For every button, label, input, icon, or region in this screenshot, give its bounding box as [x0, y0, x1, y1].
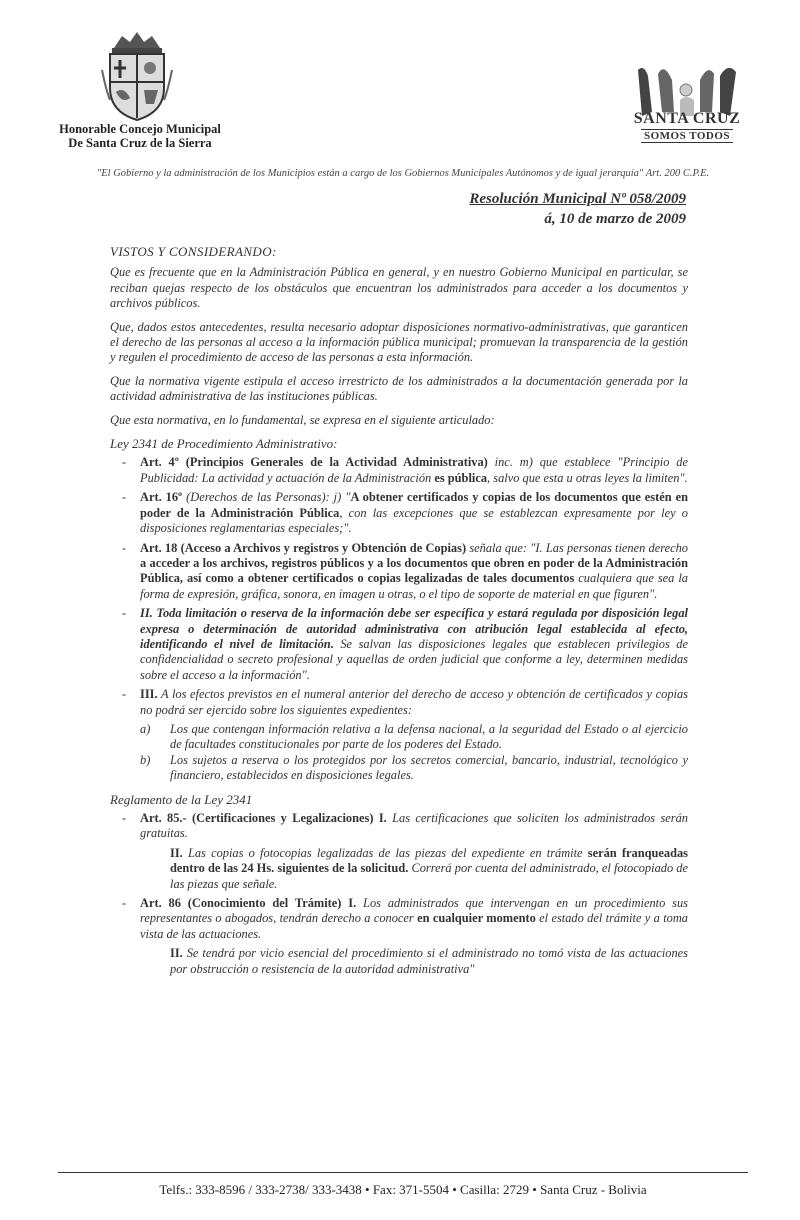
constitution-quote: "El Gobierno y la administración de los Municipios están a cargo de los Gobiernos Municipales Autónomos y de igual jerarquía" Art. 200 C.P.E.: [96, 168, 710, 179]
article-18: - Art. 18 (Acceso a Archivos y registros y Obtención de Copias) señala que: "I. Las personas tienen derecho a acceder a los archivos, registros públicos y a los documentos que obren en poder de la Administración Pública, así como a obtener certificados o copias legalizadas de tales documentos cualquiera que sea la forma de expresión, gráfica, sonora, en imagen u otras, o el tipo de soporte de material en que figuren".: [122, 540, 688, 601]
paragraph: Que es frecuente que en la Administración Pública en general, y en nuestro Gobierno Municipal en particular, se reciban quejas respecto de los obstáculos que encuentran los administrados para acceder a los documentos y archivos públicos.: [110, 265, 688, 311]
article-4: - Art. 4º (Principios Generales de la Actividad Administrativa) inc. m) que establece "Principio de Publicidad: La actividad y actuación de la Administración es pública, salvo que esta u otras leyes la limiten".: [122, 455, 688, 485]
resolution-date: á, 10 de marzo de 2009: [544, 211, 686, 227]
paragraph: Que, dados estos antecedentes, resulta necesario adoptar disposiciones normativo-administrativas, que garanticen el derecho de las personas al acceso a la información pública municipal; promuevan la transparencia de la gestión y regulen el procedimiento de acceso de las personas a esta información.: [110, 319, 688, 365]
paragraph: Que la normativa vigente estipula el acceso irrestricto de los administrados a la documentación generada por la actividad administrativa de las instituciones públicas.: [110, 373, 688, 404]
list-item: a) Los que contengan información relativa a la defensa nacional, a la seguridad del Estado o al ejercicio de facultades constitucionales por parte de los poderes del Estado.: [140, 721, 688, 752]
org-name-line2: De Santa Cruz de la Sierra: [68, 136, 212, 150]
article-18-ii: - II. Toda limitación o reserva de la información debe ser específica y estará regulada por disposición legal expresa o determinación de autoridad administrativa con atribución legal establecida al efecto, identificando el nivel de limitación. Se salvan las disposiciones legales que establecen privilegios de confidencialidad o secreto profesional y aquellas de orden judicial que conforme a ley, determinen medidas sobre el acceso a la información".: [122, 606, 689, 682]
footer-divider: [58, 1172, 748, 1173]
coat-of-arms-icon: [100, 30, 174, 122]
paragraph: Que esta normativa, en lo fundamental, se expresa en el siguiente articulado:: [110, 412, 495, 427]
article-18-iii: - III. A los efectos previstos en el numeral anterior del derecho de acceso y obtención de certificados y copias no podrá ser ejercido sobre los siguientes expedientes:: [122, 687, 688, 717]
law-title: Ley 2341 de Procedimiento Administrativo:: [110, 436, 338, 452]
brand-slogan: SOMOS TODOS: [628, 130, 746, 142]
article-86-ii: II. Se tendrá por vicio esencial del procedimiento si el administrado no tomó vista de las actuaciones por obstrucción o resistencia de la autoridad administrativa": [170, 946, 688, 976]
article-86: - Art. 86 (Conocimiento del Trámite) I. Los administrados que intervengan en un procedimiento sus representantes o abogados, tendrán derecho a conocer en cualquier momento el estado del trámite y a toma vista de las actuaciones.: [122, 896, 688, 941]
list-item: b) Los sujetos a reserva o los protegidos por los secretos comercial, bancario, industrial, tecnológico y financiero, establecidos en disposiciones legales.: [140, 752, 688, 783]
section-heading: VISTOS Y CONSIDERANDO:: [110, 244, 277, 259]
document-body: [110, 244, 688, 981]
article-85-ii: II. Las copias o fotocopias legalizadas de las piezas del expediente en trámite serán franqueadas dentro de las 24 Hs. siguientes de la solicitud. Correrá por cuenta del administrado, el fotocopiado de las piezas que señale.: [170, 845, 688, 891]
brand-name: SANTA CRUZ: [633, 110, 741, 127]
resolution-title: Resolución Municipal Nº 058/2009: [469, 191, 686, 207]
footer-contact: Telfs.: 333-8596 / 333-2738/ 333-3438 • Fax: 371-5504 • Casilla: 2729 • Santa Cruz - Bolivia: [159, 1182, 647, 1197]
article-85: - Art. 85.- (Certificaciones y Legalizaciones) I. Las certificaciones que soliciten los administrados serán gratuitas.: [122, 811, 689, 841]
article-16: - Art. 16º (Derechos de las Personas): j) "A obtener certificados y copias de los documentos que estén en poder de la Administración Pública, con las excepciones que se establezcan expresamente por ley o disposiciones reglamentarias especiales;".: [122, 490, 688, 536]
regulation-title: Reglamento de la Ley 2341: [110, 791, 253, 807]
org-name-line1: Honorable Concejo Municipal: [59, 122, 221, 136]
